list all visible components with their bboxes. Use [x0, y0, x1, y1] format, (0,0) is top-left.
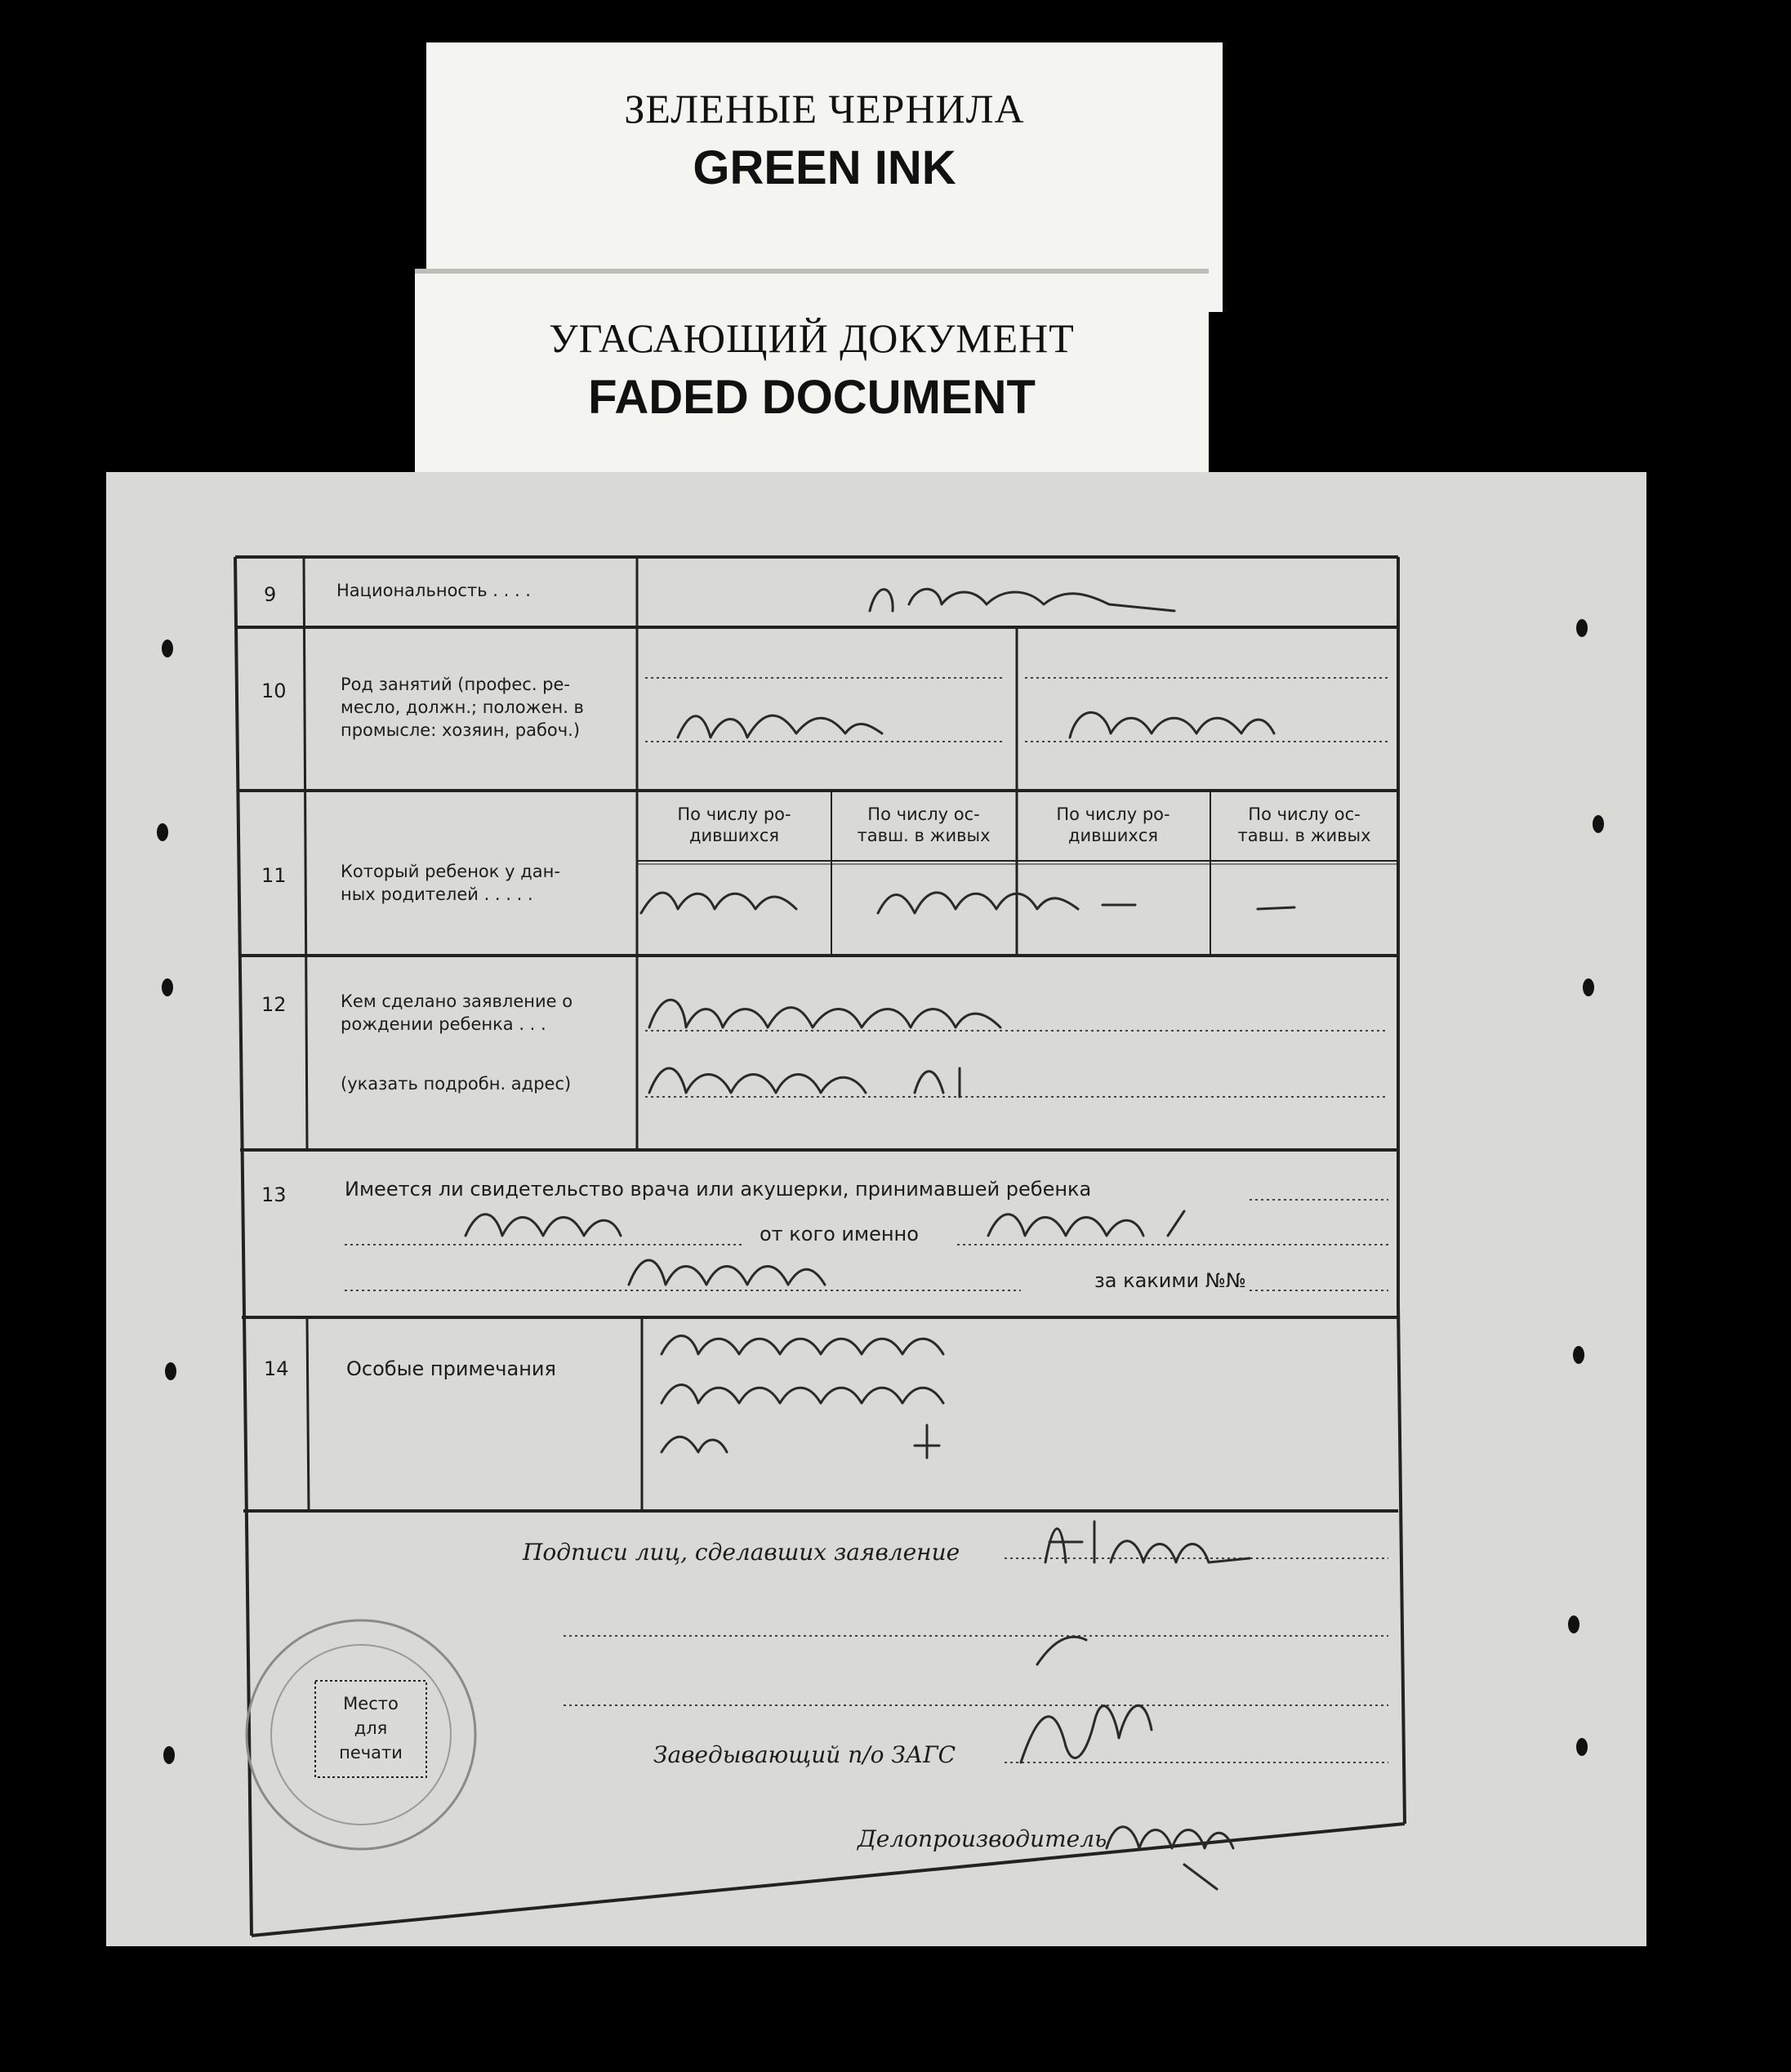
- stamp-box-line-3: печати: [339, 1743, 403, 1762]
- row-9-number: 9: [264, 583, 277, 606]
- row-14-handwritten-line-2: [662, 1385, 943, 1404]
- row-11-header-3-line-2: дившихся: [1067, 826, 1159, 845]
- applicant-signature: [1045, 1522, 1250, 1562]
- registry-head-signature: [1021, 1637, 1152, 1762]
- green-ink-label-card: [426, 42, 1223, 312]
- register-form-sheet: [106, 472, 1646, 1946]
- row-10-number: 10: [261, 680, 287, 702]
- row-11-number: 11: [261, 864, 287, 887]
- row-12-address-label: (указать подробн. адрес): [341, 1074, 572, 1094]
- row-11-header-1-line-1: По числу ро-: [677, 804, 791, 824]
- row-11-header-4-line-1: По числу ос-: [1248, 804, 1361, 824]
- clerk-label: Делопроизводитель: [858, 1825, 1107, 1852]
- row-12-label-line-1: Кем сделано заявление о: [341, 991, 573, 1011]
- row-11-label-line-2: ных родителей . . . . .: [341, 884, 533, 904]
- row-13-handwritten-has-certificate: [466, 1214, 621, 1236]
- row-10-handwritten-mother: [1070, 712, 1274, 737]
- row-14-number: 14: [264, 1357, 289, 1380]
- row-11-handwritten-value-4: [1258, 907, 1294, 909]
- clerk-signature: [1107, 1827, 1233, 1889]
- row-13-question: Имеется ли свидетельство врача или акушерки, принимавшей ребенка: [345, 1178, 1092, 1201]
- faded-document-label-en: FADED DOCUMENT: [588, 371, 1036, 424]
- applicants-signature-label: Подписи лиц, сделавших заявление: [523, 1539, 960, 1566]
- green-ink-label-en: GREEN INK: [693, 141, 956, 194]
- stamp-box-line-2: для: [354, 1718, 388, 1738]
- row-11-handwritten-value-1: [641, 893, 796, 913]
- row-12-handwritten-line-2: [649, 1068, 960, 1097]
- stamp-box-line-1: Место: [343, 1694, 399, 1713]
- registry-head-label: Заведывающий п/о ЗАГС: [653, 1741, 956, 1768]
- row-12-number: 12: [261, 993, 287, 1016]
- row-13-number: 13: [261, 1183, 287, 1206]
- form-table: [106, 472, 1646, 1946]
- row-11-header-2-line-1: По числу ос-: [867, 804, 980, 824]
- faded-document-label-ru: УГАСАЮЩИЙ ДОКУМЕНТ: [549, 315, 1075, 361]
- row-13-handwritten-numbers: [629, 1260, 825, 1285]
- row-14-handwritten-line-3: [662, 1425, 939, 1458]
- row-11-label-line-1: Который ребенок у дан-: [341, 862, 560, 881]
- row-11-handwritten-value-2: [878, 893, 1135, 913]
- row-9-handwritten-value: [870, 589, 1174, 611]
- row-11-header-4-line-2: тавш. в живых: [1237, 826, 1371, 845]
- faded-document-label-card: [415, 274, 1209, 474]
- row-10-label-line-3: промысле: хозяин, рабоч.): [341, 720, 581, 740]
- row-12-handwritten-line-1: [649, 1000, 1000, 1027]
- row-13-handwritten-from-whom: [988, 1211, 1184, 1236]
- row-12-label-line-2: рождении ребенка . . .: [341, 1014, 546, 1034]
- green-ink-label-ru: ЗЕЛЕНЫЕ ЧЕРНИЛА: [624, 86, 1025, 131]
- row-14-label: Особые примечания: [346, 1357, 556, 1380]
- row-14-handwritten-line-1: [662, 1336, 943, 1355]
- row-11-header-1-line-2: дившихся: [688, 826, 780, 845]
- row-10-label-line-1: Род занятий (профес. ре-: [341, 675, 571, 694]
- row-10-handwritten-father: [678, 715, 882, 737]
- row-11-header-2-line-2: тавш. в живых: [857, 826, 991, 845]
- row-10-label-line-2: месло, должн.; положен. в: [341, 697, 584, 717]
- row-13-from-whom-label: от кого именно: [760, 1223, 919, 1245]
- row-9-label: Национальность . . . .: [336, 581, 531, 600]
- row-13-which-numbers-label: за какими №№: [1094, 1269, 1246, 1292]
- row-11-header-3-line-1: По числу ро-: [1056, 804, 1170, 824]
